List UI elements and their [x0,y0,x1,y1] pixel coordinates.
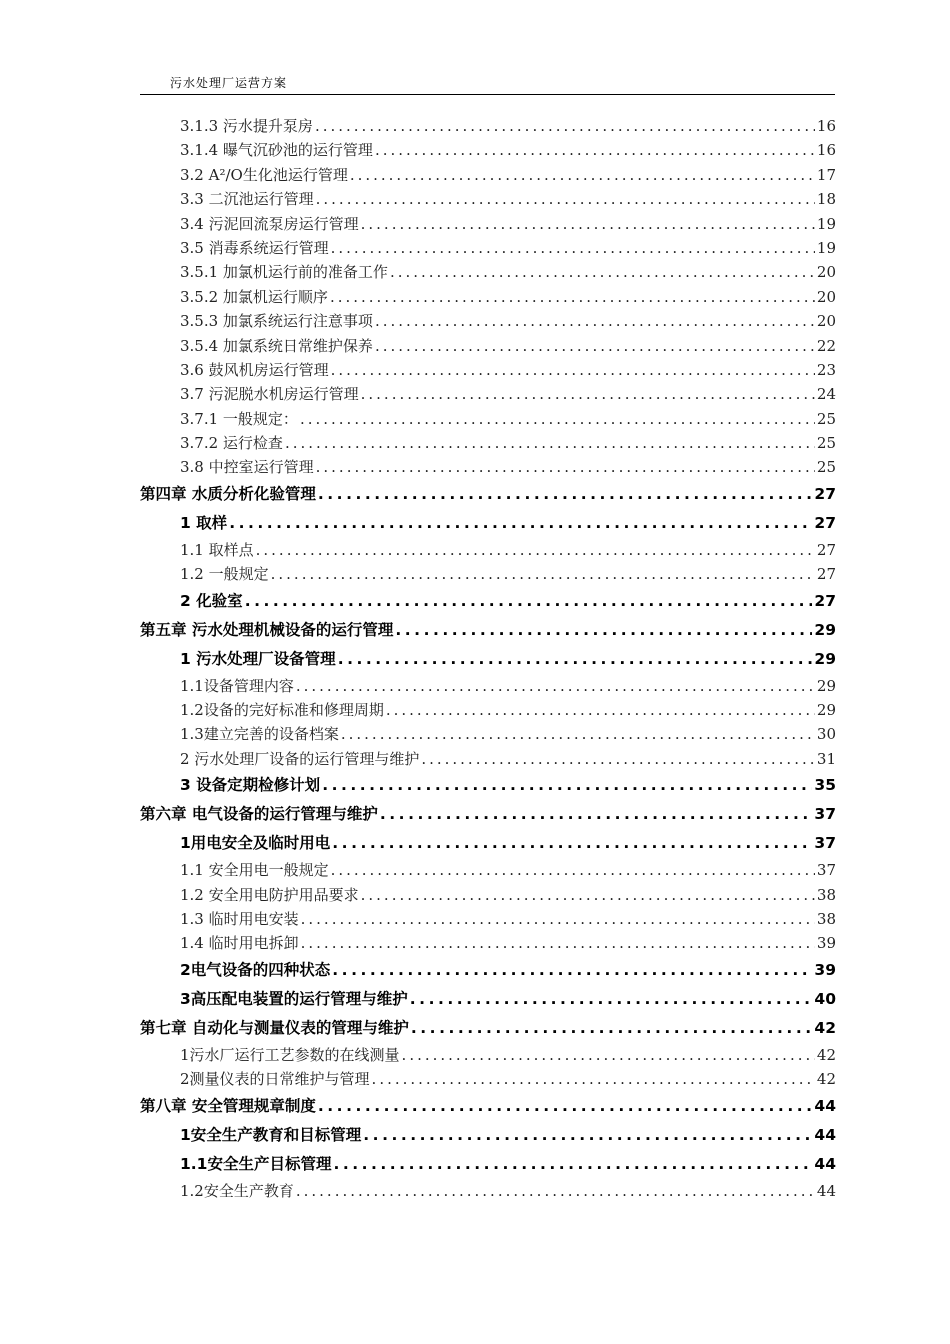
toc-entry-page: 44 [814,1125,836,1144]
toc-entry[interactable] [140,674,836,698]
toc-entry-page: 23 [816,360,836,379]
toc-entry[interactable] [140,800,836,829]
page-header [140,74,835,95]
toc-entry[interactable] [140,431,836,455]
toc-entry-title: 3.2 A²/O生化池运行管理 [180,165,348,184]
toc-entry-page: 20 [816,287,836,306]
toc-dot-leader [333,1150,812,1179]
toc-entry-title: 3.3 二沉池运行管理 [180,190,314,209]
toc-entry-page: 35 [814,776,836,795]
toc-dot-leader [361,382,815,406]
toc-entry-page: 20 [816,312,836,331]
toc-entry-title: 1 取样 [180,513,228,532]
toc-entry[interactable] [140,645,836,674]
toc-dot-leader [316,187,815,211]
toc-entry[interactable] [140,358,836,382]
toc-dot-leader [315,114,815,138]
toc-entry-title: 3.1.3 污水提升泵房 [180,117,313,135]
toc-entry-title: 1.2 一般规定 [180,565,269,584]
toc-entry-page: 27 [816,540,836,559]
toc-entry-title: 1 污水处理厂设备管理 [180,649,336,668]
toc-entry-page: 29 [814,649,836,668]
toc-dot-leader [301,931,815,955]
toc-entry-page: 42 [814,1018,836,1037]
toc-entry-page: 31 [816,749,836,768]
toc-dot-leader [332,829,812,858]
toc-dot-leader [395,616,812,645]
toc-entry-title: 1.1安全生产目标管理 [180,1154,332,1173]
toc-dot-leader [331,858,815,882]
toc-entry-title: 1.2安全生产教育 [180,1181,294,1200]
toc-entry[interactable] [140,455,836,479]
toc-entry-page: 38 [816,885,836,904]
toc-dot-leader [375,309,815,333]
toc-entry[interactable] [140,334,836,358]
toc-entry-page: 30 [816,725,836,744]
toc-entry-title: 1.1 取样点 [180,540,254,559]
toc-entry-page: 20 [816,263,836,282]
toc-entry-page: 16 [816,141,836,160]
toc-entry-title: 第五章 污水处理机械设备的运行管理 [140,620,394,639]
toc-entry[interactable] [140,722,836,746]
toc-entry[interactable] [140,883,836,907]
toc-entry-page: 25 [816,409,836,428]
toc-entry-title: 3.6 鼓风机房运行管理 [180,360,329,379]
toc-entry-page: 38 [816,909,836,928]
toc-entry-title: 2电气设备的四种状态 [180,960,331,979]
toc-entry[interactable] [140,187,836,211]
toc-entry[interactable] [140,1150,836,1179]
toc-entry-page: 25 [816,434,836,453]
toc-dot-leader [318,1092,813,1121]
toc-entry[interactable] [140,907,836,931]
toc-entry[interactable] [140,747,836,771]
toc-entry-page: 44 [816,1181,836,1200]
toc-dot-leader [331,358,815,382]
toc-dot-leader [350,163,815,187]
toc-entry-page: 22 [816,336,836,355]
toc-entry[interactable] [140,698,836,722]
toc-entry-title: 2 化验室 [180,591,243,610]
toc-entry-title: 2测量仪表的日常维护与管理 [180,1070,370,1089]
toc-entry-title: 3.5.2 加氯机运行顺序 [180,287,328,306]
toc-dot-leader [380,800,813,829]
toc-entry-page: 27 [814,591,836,610]
toc-entry-page: 44 [814,1154,836,1173]
toc-entry-title: 1.4 临时用电拆卸 [180,934,299,953]
toc-entry[interactable] [140,212,836,236]
toc-entry-page: 29 [814,620,836,639]
toc-entry-page: 27 [814,513,836,532]
toc-entry-title: 3.5.1 加氯机运行前的准备工作 [180,263,388,282]
toc-entry-page: 37 [814,834,836,853]
toc-entry-page: 24 [816,385,836,404]
toc-entry-title: 3高压配电装置的运行管理与维护 [180,989,408,1008]
toc-dot-leader [296,1179,815,1203]
toc-entry-page: 44 [814,1096,836,1115]
toc-entry-page: 16 [816,117,836,135]
toc-entry-page: 42 [816,1045,836,1064]
toc-entry-title: 3.7 污泥脱水机房运行管理 [180,385,359,404]
toc-entry[interactable] [140,114,836,138]
toc-dot-leader [229,509,812,538]
toc-dot-leader [245,587,813,616]
toc-entry[interactable] [140,1121,836,1150]
toc-dot-leader [410,985,813,1014]
toc-dot-leader [271,562,815,586]
toc-dot-leader [332,956,812,985]
toc-entry-title: 第六章 电气设备的运行管理与维护 [140,805,378,824]
toc-entry-title: 3.1.4 曝气沉砂池的运行管理 [180,141,373,160]
toc-dot-leader [331,236,815,260]
toc-entry-page: 19 [816,214,836,233]
toc-entry-title: 3.7.1 一般规定： [180,409,298,428]
toc-entry[interactable] [140,1014,836,1043]
toc-dot-leader [318,480,813,509]
toc-entry-title: 3.5.4 加氯系统日常维护保养 [180,336,373,355]
toc-dot-leader [375,334,815,358]
toc-entry[interactable] [140,285,836,309]
toc-dot-leader [341,722,815,746]
toc-dot-leader [300,407,815,431]
toc-dot-leader [372,1067,815,1091]
toc-entry[interactable] [140,236,836,260]
toc-entry-title: 1用电安全及临时用电 [180,834,331,853]
toc-entry-title: 1安全生产教育和目标管理 [180,1125,362,1144]
toc-entry-page: 17 [816,165,836,184]
toc-entry[interactable] [140,480,836,509]
toc-entry[interactable] [140,562,836,586]
toc-dot-leader [330,285,815,309]
toc-entry[interactable] [140,1092,836,1121]
header-title: 污水处理厂运营方案 [170,76,288,90]
toc-entry-title: 2 污水处理厂设备的运行管理与维护 [180,749,420,768]
toc-entry-page: 39 [814,960,836,979]
toc-entry-page: 25 [816,458,836,477]
toc-entry[interactable] [140,1179,836,1203]
toc-entry-title: 3.5 消毒系统运行管理 [180,238,329,257]
toc-dot-leader [361,212,815,236]
toc-entry-title: 3.4 污泥回流泵房运行管理 [180,214,359,233]
table-of-contents [140,114,836,1203]
toc-dot-leader [375,138,815,162]
toc-entry[interactable] [140,931,836,955]
toc-entry[interactable] [140,260,836,284]
toc-entry-title: 第八章 安全管理规章制度 [140,1096,316,1115]
toc-entry[interactable] [140,956,836,985]
toc-entry[interactable] [140,985,836,1014]
toc-entry-title: 1.3建立完善的设备档案 [180,725,339,744]
toc-dot-leader [411,1014,813,1043]
toc-dot-leader [256,538,815,562]
toc-entry-page: 42 [816,1070,836,1089]
toc-entry-page: 40 [814,989,836,1008]
toc-dot-leader [322,771,812,800]
toc-entry-title: 3.8 中控室运行管理 [180,458,314,477]
toc-entry[interactable] [140,509,836,538]
toc-dot-leader [390,260,815,284]
toc-entry-title: 3 设备定期检修计划 [180,776,321,795]
toc-entry[interactable] [140,587,836,616]
toc-entry-page: 18 [816,190,836,209]
toc-dot-leader [296,674,815,698]
toc-entry-page: 37 [816,861,836,880]
toc-entry-title: 1.1 安全用电一般规定 [180,861,329,880]
toc-entry[interactable] [140,771,836,800]
toc-entry[interactable] [140,538,836,562]
toc-entry[interactable] [140,1043,836,1067]
toc-entry[interactable] [140,616,836,645]
toc-entry-title: 3.7.2 运行检查 [180,434,283,453]
toc-entry-title: 1.2设备的完好标准和修理周期 [180,701,384,720]
toc-entry-title: 第四章 水质分析化验管理 [140,484,316,503]
toc-entry-page: 27 [816,565,836,584]
toc-dot-leader [402,1043,815,1067]
toc-entry[interactable] [140,407,836,431]
toc-dot-leader [316,455,815,479]
toc-entry-title: 3.5.3 加氯系统运行注意事项 [180,312,373,331]
toc-entry-title: 1污水厂运行工艺参数的在线测量 [180,1045,400,1064]
toc-entry-title: 1.3 临时用电安装 [180,909,299,928]
toc-dot-leader [361,883,815,907]
toc-entry-title: 1.2 安全用电防护用品要求 [180,885,359,904]
toc-entry-title: 第七章 自动化与测量仪表的管理与维护 [140,1018,409,1037]
toc-entry-title: 1.1设备管理内容 [180,676,294,695]
toc-dot-leader [386,698,815,722]
toc-entry-page: 27 [814,484,836,503]
toc-entry[interactable] [140,309,836,333]
toc-entry[interactable] [140,829,836,858]
toc-entry-page: 19 [816,238,836,257]
toc-entry[interactable] [140,138,836,162]
toc-entry[interactable] [140,163,836,187]
toc-dot-leader [421,747,815,771]
toc-entry[interactable] [140,858,836,882]
toc-entry-page: 39 [816,934,836,953]
toc-dot-leader [301,907,815,931]
toc-dot-leader [338,645,813,674]
toc-entry-page: 29 [816,701,836,720]
toc-entry[interactable] [140,1067,836,1091]
toc-dot-leader [363,1121,812,1150]
toc-dot-leader [285,431,815,455]
toc-entry-page: 29 [816,676,836,695]
toc-entry-page: 37 [814,805,836,824]
toc-entry[interactable] [140,382,836,406]
